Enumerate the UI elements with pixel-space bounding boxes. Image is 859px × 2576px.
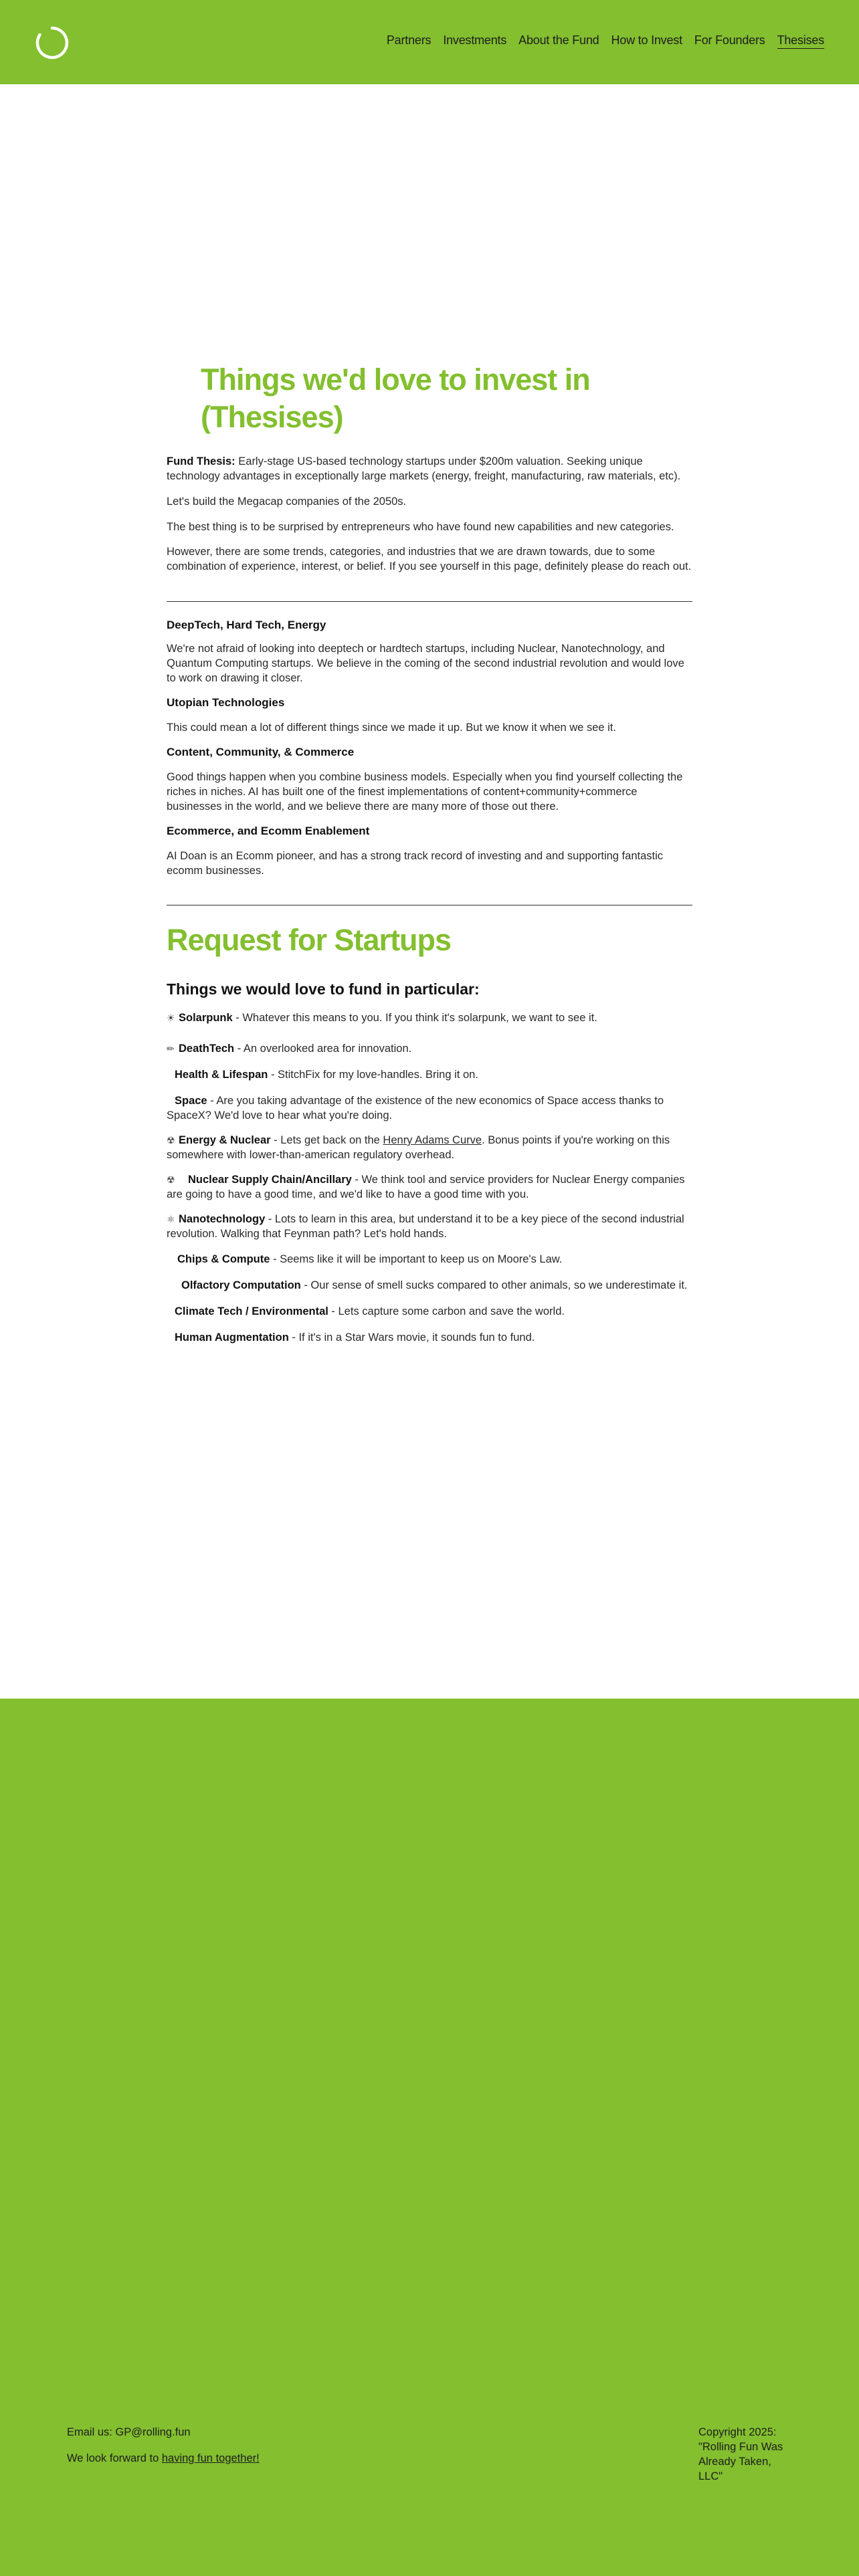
category-heading: Ecommerce, and Ecomm Enablement bbox=[167, 825, 370, 837]
category-heading: DeepTech, Hard Tech, Energy bbox=[167, 619, 326, 631]
rfs-item: ☢ Energy & Nuclear - Lets get back on the Henry Adams Curve. Bonus points if you're working on this somewhere with lower-than-american regulatory overhead. bbox=[167, 1134, 670, 1161]
category-text: AI Doan is an Ecomm pioneer, and has a strong track record of investing and and supporting fantastic ecomm businesses. bbox=[167, 850, 664, 877]
nav-investments[interactable]: Investments bbox=[443, 33, 507, 47]
main-nav bbox=[387, 33, 824, 49]
rfs-item: Health & Lifespan - StitchFix for my love-handles. Bring it on. bbox=[175, 1069, 478, 1081]
fund-thesis-text: Early-stage US-based technology startups under $200m valuation. Seeking unique technology advantages in exceptionally large markets (energy, freight, manufacturing, raw materials, etc). bbox=[167, 455, 681, 482]
rfs-item: Climate Tech / Environmental - Lets capture some carbon and save the world. bbox=[175, 1305, 565, 1317]
rfs-item: Chips & Compute - Seems like it will be important to keep us on Moore's Law. bbox=[177, 1253, 563, 1265]
fund-thesis-label: Fund Thesis: bbox=[167, 455, 235, 467]
main-content bbox=[167, 361, 692, 1345]
intro-paragraph-surprised: The best thing is to be surprised by entrepreneurs who have found new capabilities and new categories. bbox=[167, 521, 674, 533]
rfs-item: Olfactory Computation - Our sense of smell sucks compared to other animals, so we underestimate it. bbox=[181, 1279, 688, 1291]
ring-logo-icon[interactable] bbox=[33, 24, 71, 62]
intro-paragraph-megacap: Let's build the Megacap companies of the 2050s. bbox=[167, 496, 407, 508]
site-header bbox=[0, 0, 859, 84]
atom-icon: ⚛ bbox=[167, 1214, 175, 1224]
page-title: Things we'd love to invest in (Thesises) bbox=[201, 362, 590, 434]
sun-icon: ☀ bbox=[167, 1012, 175, 1023]
category-heading: Utopian Technologies bbox=[167, 696, 285, 709]
rfs-title: Request for Startups bbox=[167, 923, 452, 957]
nav-partners[interactable]: Partners bbox=[386, 33, 432, 47]
nav-for-founders[interactable]: For Founders bbox=[694, 33, 765, 47]
category-text: This could mean a lot of different things since we made it up. But we know it when we see it. bbox=[167, 722, 616, 734]
category-text: We're not afraid of looking into deeptech or hardtech startups, including Nuclear, Nanotechnology, and Quantum Computing startups. We believe in the coming of the second industrial revolution and would love to work on drawing it closer. bbox=[167, 643, 684, 684]
category-heading: Content, Community, & Commerce bbox=[167, 746, 355, 758]
intro-paragraph-trends: However, there are some trends, categories, and industries that we are drawn towards, due to some combination of experience, interest, or belief. If you see yourself in this page, definitely please do reach out. bbox=[167, 546, 692, 572]
radiation-icon: ☢ bbox=[167, 1135, 175, 1146]
section-divider bbox=[167, 601, 692, 602]
fund-thesis-paragraph bbox=[167, 454, 692, 484]
rfs-item: ⚛ Nanotechnology - Lots to learn in this area, but understand it to be a key piece of the second industrial revolution. Walking that Feynman path? Let's hold hands. bbox=[167, 1213, 684, 1240]
footer-forward: We look forward to having fun together! bbox=[67, 2452, 260, 2464]
site-footer bbox=[0, 1699, 859, 2576]
rfs-subtitle: Things we would love to fund in particular: bbox=[167, 980, 480, 998]
having-fun-together-link[interactable]: having fun together! bbox=[161, 2452, 260, 2464]
henry-adams-curve-link[interactable]: Henry Adams Curve bbox=[383, 1134, 482, 1146]
rfs-item: ☢ Nuclear Supply Chain/Ancillary - We think tool and service providers for Nuclear Energy companies are going to have a good time, and we'd like to have a good time with you. bbox=[167, 1174, 685, 1200]
rfs-item: Human Augmentation - If it's in a Star Wars movie, it sounds fun to fund. bbox=[175, 1331, 535, 1344]
nav-how-to-invest[interactable]: How to Invest bbox=[611, 33, 682, 47]
rfs-item: Space - Are you taking advantage of the existence of the new economics of Space access thanks to SpaceX? We'd love to hear what you're doing. bbox=[167, 1095, 664, 1121]
radiation-icon: ☢ bbox=[167, 1174, 175, 1185]
nav-about-the-fund[interactable]: About the Fund bbox=[518, 33, 599, 47]
footer-copyright: Copyright 2025: "Rolling Fun Was Already Taken, LLC" bbox=[698, 2426, 783, 2482]
nav-thesises[interactable]: Thesises bbox=[777, 33, 824, 49]
pencil-icon: ✏ bbox=[167, 1043, 175, 1054]
footer-email[interactable]: Email us: GP@rolling.fun bbox=[67, 2426, 191, 2438]
category-text: Good things happen when you combine business models. Especially when you find yourself collecting the riches in niches. AI has built one of the finest implementations of content+community+commerce businesses in the world, and we believe there are many more of those out there. bbox=[167, 771, 683, 813]
rfs-item: ✏ DeathTech - An overlooked area for innovation. bbox=[167, 1043, 412, 1055]
rfs-item: ☀ Solarpunk - Whatever this means to you. If you think it's solarpunk, we want to see it. bbox=[167, 1012, 597, 1024]
